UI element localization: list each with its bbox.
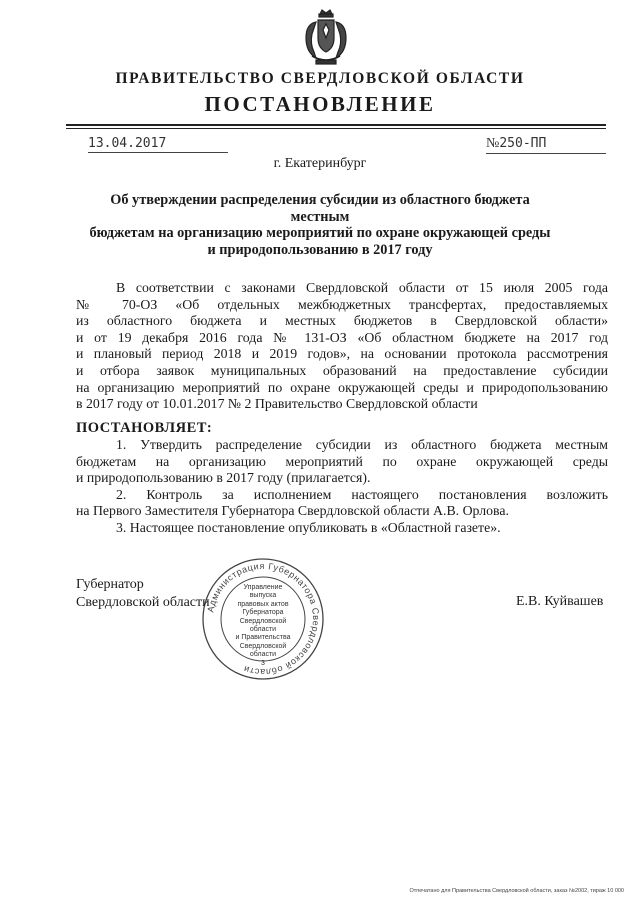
document-heading xyxy=(80,192,560,258)
position-line: Губернатор xyxy=(76,577,144,592)
stamp-line: правовых актов xyxy=(237,600,289,608)
stamp-line: выпуска xyxy=(249,592,277,600)
item-2-line: на Первого Заместителя Губернатора Свердловской области А.В. Орлова. xyxy=(76,503,509,519)
preamble-line: и плановый период 2018 и 2019 годов», на основании протокола рассмотрения xyxy=(76,346,608,362)
item-1-line: 1. Утвердить распределение субсидии из областного бюджета местным xyxy=(116,437,608,452)
item-1-line: и природопользованию в 2017 году (прилагается). xyxy=(76,470,371,486)
number-value: 250-ПП xyxy=(499,136,547,151)
preamble-paragraph xyxy=(76,280,608,413)
stamp-line: Губернатора xyxy=(242,609,284,617)
position-line: Свердловской области xyxy=(76,595,210,610)
header-divider-thin xyxy=(66,128,606,129)
stamp-line: Управление xyxy=(243,584,283,591)
stamp-ring-text: Администрация Губернатора Свердловской области xyxy=(205,560,322,678)
stamp-line: и Правительства xyxy=(235,634,291,642)
stamp-line: 3 xyxy=(261,659,265,667)
number-sign: № xyxy=(486,136,500,151)
decree-items xyxy=(76,437,608,537)
item-2-line: 2. Контроль за исполнением настоящего постановления возложить xyxy=(116,486,608,502)
signatory-position xyxy=(76,576,210,612)
item-1-line: бюджетам на организацию мероприятий по охране окружающей среды xyxy=(76,453,608,469)
decree-word: ПОСТАНОВЛЯЕТ: xyxy=(76,420,213,436)
header-divider xyxy=(66,124,606,126)
sverdlovsk-coat-of-arms-icon xyxy=(300,8,352,68)
signatory-name: Е.В. Куйвашев xyxy=(516,594,604,609)
preamble-line: и от 19 декабря 2016 года № 131-ОЗ «Об областном бюджете на 2017 год xyxy=(76,329,608,345)
preamble-line: в 2017 году от 10.01.2017 № 2 Правительство Свердловской области xyxy=(76,396,478,412)
heading-line: бюджетам на организацию мероприятий по охране окружающей среды xyxy=(89,225,551,241)
print-footer: Отпечатано для Правительства Свердловской области, заказ №2002, тираж 10 000 xyxy=(409,888,624,894)
document-number xyxy=(486,136,606,154)
heading-line: Об утверждении распределения субсидии из областного бюджета местным xyxy=(110,192,530,225)
city-line: г. Екатеринбург xyxy=(273,156,367,171)
stamp-line: области xyxy=(249,651,277,659)
preamble-line: из областного бюджета и местных бюджетов в Свердловской области» xyxy=(76,313,608,329)
preamble-line: В соответствии с законами Свердловской области от 15 июля 2005 года xyxy=(116,280,608,295)
document-type-title: ПОСТАНОВЛЕНИЕ xyxy=(204,92,436,116)
government-title: ПРАВИТЕЛЬСТВО СВЕРДЛОВСКОЙ ОБЛАСТИ xyxy=(115,70,525,87)
preamble-line: и отбора заявок муниципальных образований на предоставление субсидии xyxy=(76,362,608,378)
item-3-line: 3. Настоящее постановление опубликовать в «Областной газете». xyxy=(116,519,501,535)
preamble-line: № 70-ОЗ «Об отдельных межбюджетных трансфертах, предоставляемых xyxy=(76,296,608,312)
stamp-inner-text xyxy=(226,584,300,668)
preamble-line: на организацию мероприятий по охране окружающей среды и природопользованию xyxy=(76,379,608,395)
stamp-line: Свердловской области xyxy=(239,617,287,634)
document-date: 13.04.2017 xyxy=(88,136,228,153)
heading-line: и природопользованию в 2017 году xyxy=(207,241,433,258)
stamp-line: Свердловской xyxy=(239,642,287,650)
